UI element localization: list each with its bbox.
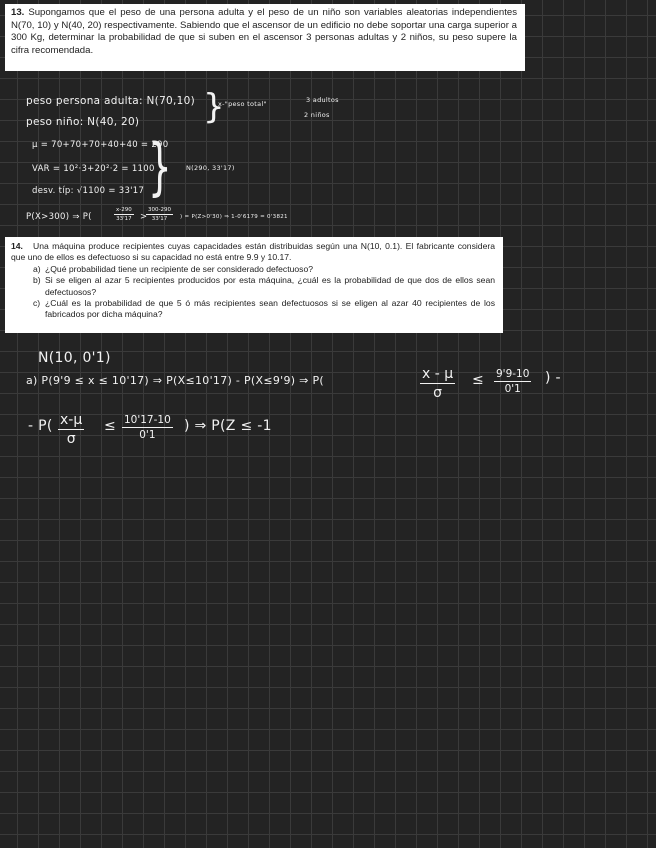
fraction-a-denominator: σ bbox=[433, 385, 443, 401]
fraction-2-denominator: 33'17 bbox=[151, 216, 168, 222]
note-tail: ) ⇒ P(Z ≤ -1 bbox=[184, 418, 272, 434]
note-14-line-a: a) P(9'9 ≤ x ≤ 10'17) ⇒ P(X≤10'17) - P(X≤9'9) ⇒ P( bbox=[26, 374, 324, 387]
fraction-b-numerator: 9'9-10 bbox=[496, 368, 530, 380]
note-gt: > bbox=[140, 212, 148, 222]
problem-13-card bbox=[5, 4, 525, 71]
brace-right-1: } bbox=[203, 87, 225, 127]
fraction-2 bbox=[146, 207, 173, 222]
note-std-dev: desv. típ: √1100 = 33'17 bbox=[32, 186, 145, 196]
list-item bbox=[11, 264, 495, 275]
problem-14-text: Una máquina produce recipientes cuyas capacidades están distribuidas según una N(10, 0.1). El fabricante considera que uno de ellos es defectuoso si su capacidad no está entre 9.9 y 10.17. bbox=[11, 241, 495, 263]
fraction-c bbox=[58, 412, 84, 447]
fraction-a bbox=[420, 366, 455, 401]
note-x-definition: x-"peso total" bbox=[218, 100, 267, 108]
list-item bbox=[11, 275, 495, 298]
fraction-d bbox=[122, 414, 173, 441]
item-b-text: Si se eligen al azar 5 recipientes producidos por esta máquina, ¿cuál es la probabilidad de que dos de ellos sean defectuosos? bbox=[45, 275, 495, 297]
fraction-c-numerator: x-μ bbox=[60, 412, 83, 428]
note-prob-start: P(X>300) ⇒ P( bbox=[26, 212, 92, 222]
fraction-b bbox=[494, 368, 531, 395]
fraction-b-denominator: 0'1 bbox=[504, 383, 521, 395]
item-b-label: b) bbox=[33, 275, 41, 286]
fraction-d-numerator: 10'17-10 bbox=[124, 414, 171, 426]
fraction-a-numerator: x - μ bbox=[422, 366, 454, 382]
note-adults-count: 3 adultos bbox=[306, 96, 339, 104]
item-c-text: ¿Cuál es la probabilidad de que 5 ó más recipientes sean defectuosos si se eligen al azar 40 recipientes de los fabricados por dicha máquina? bbox=[45, 298, 495, 320]
fraction-1-denominator: 33'17 bbox=[116, 216, 132, 222]
note-minus-p: - P( bbox=[28, 418, 53, 434]
note-le: ≤ bbox=[472, 372, 485, 388]
note-total-distribution: N(290, 33'17) bbox=[186, 164, 235, 172]
problem-13-number: 13. bbox=[11, 7, 25, 18]
fraction-c-denominator: σ bbox=[66, 431, 76, 447]
note-prob-result: ) = P(Z>0'30) ⇒ 1-0'6179 = 0'3821 bbox=[180, 214, 288, 220]
note-variance: VAR = 10²·3+20²·2 = 1100 bbox=[32, 164, 155, 174]
item-a-label: a) bbox=[33, 263, 41, 274]
fraction-1 bbox=[114, 207, 134, 222]
note-mean: μ = 70+70+70+40+40 = 290 bbox=[32, 140, 169, 150]
fraction-d-denominator: 0'1 bbox=[139, 429, 156, 441]
problem-13-text: Supongamos que el peso de una persona adulta y el peso de un niño son variables aleatorias independientes N(70, 10) y N(40, 20) respectivamente. Sabiendo que el ascensor de un edificio no debe soportar una carga superior a 300 Kg, determinar la probabilidad de que si suben en el ascensor 3 personas adultas y 2 niños, su peso supere la cifra recomendada. bbox=[11, 7, 518, 56]
note-child-distribution: peso niño: N(40, 20) bbox=[26, 116, 140, 128]
problem-13-statement bbox=[11, 7, 517, 57]
problem-14-card bbox=[5, 237, 503, 333]
note-14-distribution: N(10, 0'1) bbox=[38, 350, 111, 366]
item-a-text: ¿Qué probabilidad tiene un recipiente de ser considerado defectuoso? bbox=[45, 263, 314, 274]
fraction-2-numerator: 300-290 bbox=[148, 207, 171, 213]
brace-right-2: } bbox=[148, 130, 172, 203]
note-kids-count: 2 niños bbox=[304, 111, 330, 119]
problem-14-number: 14. bbox=[11, 241, 23, 251]
item-c-label: c) bbox=[33, 298, 41, 309]
problem-14-statement bbox=[11, 241, 495, 264]
note-le-2: ≤ bbox=[104, 418, 117, 434]
list-item bbox=[11, 298, 495, 321]
note-adult-distribution: peso persona adulta: N(70,10) bbox=[26, 95, 196, 107]
fraction-1-numerator: x-290 bbox=[116, 207, 132, 213]
note-close-minus: ) - bbox=[545, 370, 561, 386]
